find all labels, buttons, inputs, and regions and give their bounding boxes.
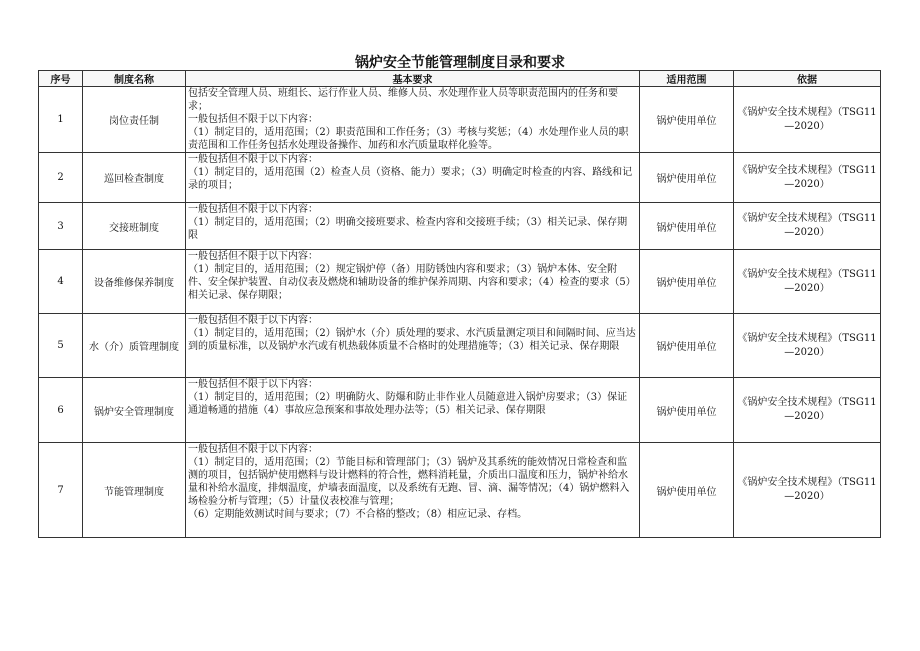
row-name: 交接班制度: [83, 203, 186, 250]
row-scope: 锅炉使用单位: [640, 153, 734, 203]
row-name: 巡回检查制度: [83, 153, 186, 203]
row-no: 7: [39, 443, 83, 538]
row-requirements: [186, 153, 640, 203]
row-scope: 锅炉使用单位: [640, 250, 734, 314]
req-line: （1）制定目的，适用范围；（2）明确交接班要求、检查内容和交接班手续；（3）相关记录、保存期限: [188, 217, 628, 241]
req-line: （1）制定目的，适用范围（2）检查人员（资格、能力）要求；（3）明确定时检查的内容、路线和记录的项目；: [188, 167, 633, 191]
req-line: 一般包括但不限于以下内容：: [188, 315, 318, 326]
row-scope: 锅炉使用单位: [640, 87, 734, 153]
req-line: （1）制定目的，适用范围；（2）规定锅炉停（备）用防锈蚀内容和要求；（3）锅炉本体、安全附件、安全保护装置、自动仪表及燃烧和辅助设备的维护保养周期、内容和要求；（4）检查的要求（5）相关记录、保存期限；: [188, 264, 636, 301]
req-line: 一般包括但不限于以下内容：: [188, 444, 318, 455]
row-basis: 《锅炉安全技术规程》（TSG11—2020）: [734, 378, 881, 443]
table-row: [39, 153, 881, 203]
table-row: [39, 314, 881, 378]
row-no: 1: [39, 87, 83, 153]
row-scope: 锅炉使用单位: [640, 203, 734, 250]
row-requirements: [186, 250, 640, 314]
row-scope: 锅炉使用单位: [640, 378, 734, 443]
row-name: 水（介）质管理制度: [83, 314, 186, 378]
table-row: [39, 87, 881, 153]
table-row: [39, 203, 881, 250]
table-row: [39, 443, 881, 538]
header-scope: 适用范围: [640, 71, 734, 87]
req-line: 包括安全管理人员、班组长、运行作业人员、维修人员、水处理作业人员等职责范围内的任务和要求；: [188, 88, 618, 112]
req-line: （1）制定目的，适用范围；（2）锅炉水（介）质处理的要求、水汽质量测定项目和间隔时间、应当达到的质量标准，以及锅炉水汽或有机热载体质量不合格时的处理措施等；（3）相关记录、保存期限: [188, 328, 636, 352]
row-name: 节能管理制度: [83, 443, 186, 538]
row-scope: 锅炉使用单位: [640, 443, 734, 538]
row-scope: 锅炉使用单位: [640, 314, 734, 378]
row-name: 锅炉安全管理制度: [83, 378, 186, 443]
row-basis: 《锅炉安全技术规程》（TSG11—2020）: [734, 87, 881, 153]
header-basis: 依据: [734, 71, 881, 87]
req-line: 一般包括但不限于以下内容：: [188, 379, 318, 390]
header-no: 序号: [39, 71, 83, 87]
page-title: 锅炉安全节能管理制度目录和要求: [355, 55, 565, 71]
row-name: 岗位责任制: [83, 87, 186, 153]
row-requirements: [186, 87, 640, 153]
req-line: 一般包括但不限于以下内容：: [188, 114, 318, 125]
row-requirements: [186, 378, 640, 443]
row-no: 3: [39, 203, 83, 250]
req-line: 一般包括但不限于以下内容：: [188, 204, 318, 215]
req-line: （1）制定目的，适用范围；（2）节能目标和管理部门；（3）锅炉及其系统的能效情况日常检查和监测的项目，包括锅炉使用燃料与设计燃料的符合性，燃料消耗量，介质出口温度和压力，锅炉补给水量和补给水温度，排烟温度，炉墙表面温度，以及系统有无跑、冒、滴、漏等情况；（4）锅炉燃料入场检验分析与管理；（5）计量仪表校准与管理；: [188, 457, 630, 507]
header-requirements: 基本要求: [186, 71, 640, 87]
row-name: 设备维修保养制度: [83, 250, 186, 314]
row-basis: 《锅炉安全技术规程》（TSG11—2020）: [734, 203, 881, 250]
row-basis: 《锅炉安全技术规程》（TSG11—2020）: [734, 153, 881, 203]
table-row: [39, 378, 881, 443]
row-basis: 《锅炉安全技术规程》（TSG11—2020）: [734, 443, 881, 538]
regulation-table: [38, 70, 881, 538]
req-line: 一般包括但不限于以下内容：: [188, 154, 318, 165]
header-name: 制度名称: [83, 71, 186, 87]
row-requirements: [186, 314, 640, 378]
row-no: 2: [39, 153, 83, 203]
row-requirements: [186, 203, 640, 250]
row-basis: 《锅炉安全技术规程》（TSG11—2020）: [734, 314, 881, 378]
req-line: （1）制定目的，适用范围；（2）明确防火、防爆和防止非作业人员随意进入锅炉房要求；（3）保证通道畅通的措施（4）事故应急预案和事故处理办法等；（5）相关记录、保存期限: [188, 392, 628, 416]
req-line: 一般包括但不限于以下内容：: [188, 251, 318, 262]
row-basis: 《锅炉安全技术规程》（TSG11—2020）: [734, 250, 881, 314]
row-requirements: [186, 443, 640, 538]
req-line: （1）制定目的，适用范围；（2）职责范围和工作任务；（3）考核与奖惩；（4）水处理作业人员的职责范围和工作任务包括水处理设备操作、加药和水汽质量取样化验等。: [188, 127, 629, 151]
row-no: 4: [39, 250, 83, 314]
table-row: [39, 250, 881, 314]
table-header-row: [39, 71, 881, 87]
row-no: 6: [39, 378, 83, 443]
req-line: （6）定期能效测试时间与要求；（7）不合格的整改；（8）相应记录、存档。: [188, 509, 528, 520]
row-no: 5: [39, 314, 83, 378]
